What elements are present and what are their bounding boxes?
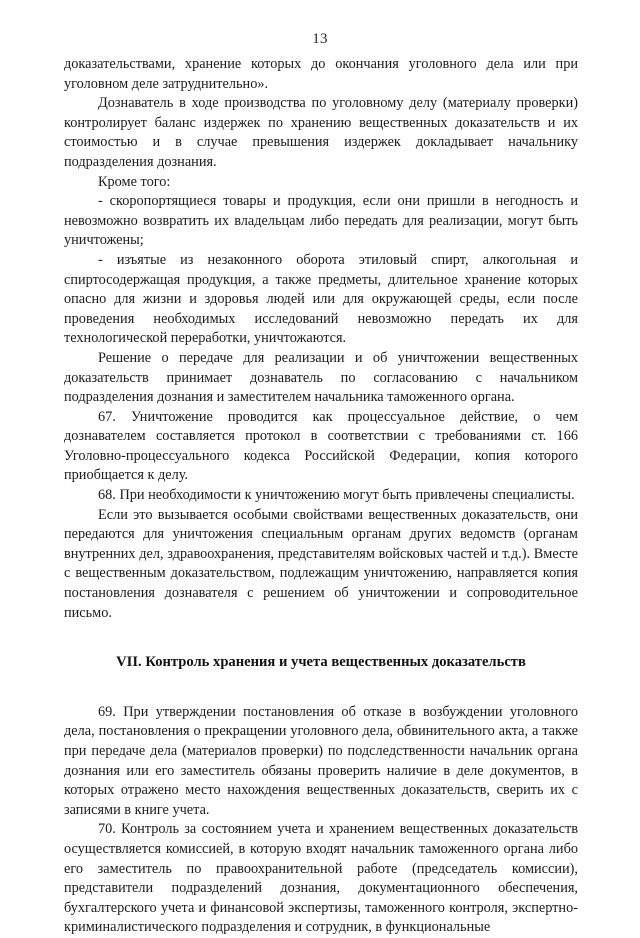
paragraph-69: 69. При утверждении постановления об отказе в возбуждении уголовного дела, постановления о прекращении уголовного дела, обвинительного акта, а также при передаче дела (материалов проверки) по подследственности начальник органа дознания или его заместитель обязаны проверить наличие в деле документов, в которых отражено место нахождения вещественных доказательств, сверить их с записями в книге учета. xyxy=(64,703,578,818)
document-body xyxy=(64,55,578,938)
paragraph-68: 68. При необходимости к уничтожению могут быть привлечены специалисты. xyxy=(98,487,575,504)
heading-spacer-top xyxy=(64,623,578,653)
section-heading-vii: VII. Контроль хранения и учета вещественных доказательств xyxy=(116,654,526,671)
paragraph: Решение о передаче для реализации и об уничтожении вещественных доказательств принимает дознаватель по согласованию с начальником подразделения дознания и заместителем начальника таможенного органа. xyxy=(64,349,578,406)
paragraph: Если это вызывается особыми свойствами вещественных доказательств, они передаются для уничтожения специальным органам других ведомств (органам внутренних дел, здравоохранения, представителям войсковых частей и т.д.). Вместе с вещественным доказательством, подлежащим уничтожению, направляется копия постановления дознавателя с решением об уничтожении и сопроводительное письмо. xyxy=(64,506,578,621)
paragraph: Дознаватель в ходе производства по уголовному делу (материалу проверки) контролирует баланс издержек по хранению вещественных доказательств и их стоимостью и в случае превышения издержек докладывает начальнику подразделения дознания. xyxy=(64,95,578,170)
paragraph-67: 67. Уничтожение проводится как процессуальное действие, о чем дознавателем составляется протокол в соответствии с требованиями ст. 166 Уголовно-процессуального кодекса Российской Федерации, копия которого приобщается к делу. xyxy=(64,408,578,484)
paragraph-list-item: - скоропортящиеся товары и продукция, если они пришли в негодность и невозможно возвратить их владельцам либо передать для реализации, могут быть уничтожены; xyxy=(64,193,578,249)
paragraph: Кроме того: xyxy=(98,173,171,190)
paragraph-70: 70. Контроль за состоянием учета и хранением вещественных доказательств осуществляется комиссией, в которую входят начальник таможенного органа либо его заместитель по правоохранительной работе (председатель комиссии), представители подразделений дознания, документационного обеспечения, бухгалтерского учета и финансовой экспертизы, таможенного контроля, экспертно-криминалистического подразделения и сотрудник, в функциональные xyxy=(64,821,578,936)
page-number: 13 xyxy=(312,31,328,47)
paragraph: доказательствами, хранение которых до окончания уголовного дела или при уголовном деле затруднительно». xyxy=(64,56,578,92)
heading-spacer-bottom xyxy=(64,673,578,703)
paragraph-list-item: - изъятые из незаконного оборота этиловый спирт, алкогольная и спиртосодержащая продукция, а также предметы, длительное хранение которых опасно для жизни и здоровья людей или для окружающей среды, если после проведения необходимых исследований невозможно передать их для технологической переработки, уничтожаются. xyxy=(64,251,578,347)
